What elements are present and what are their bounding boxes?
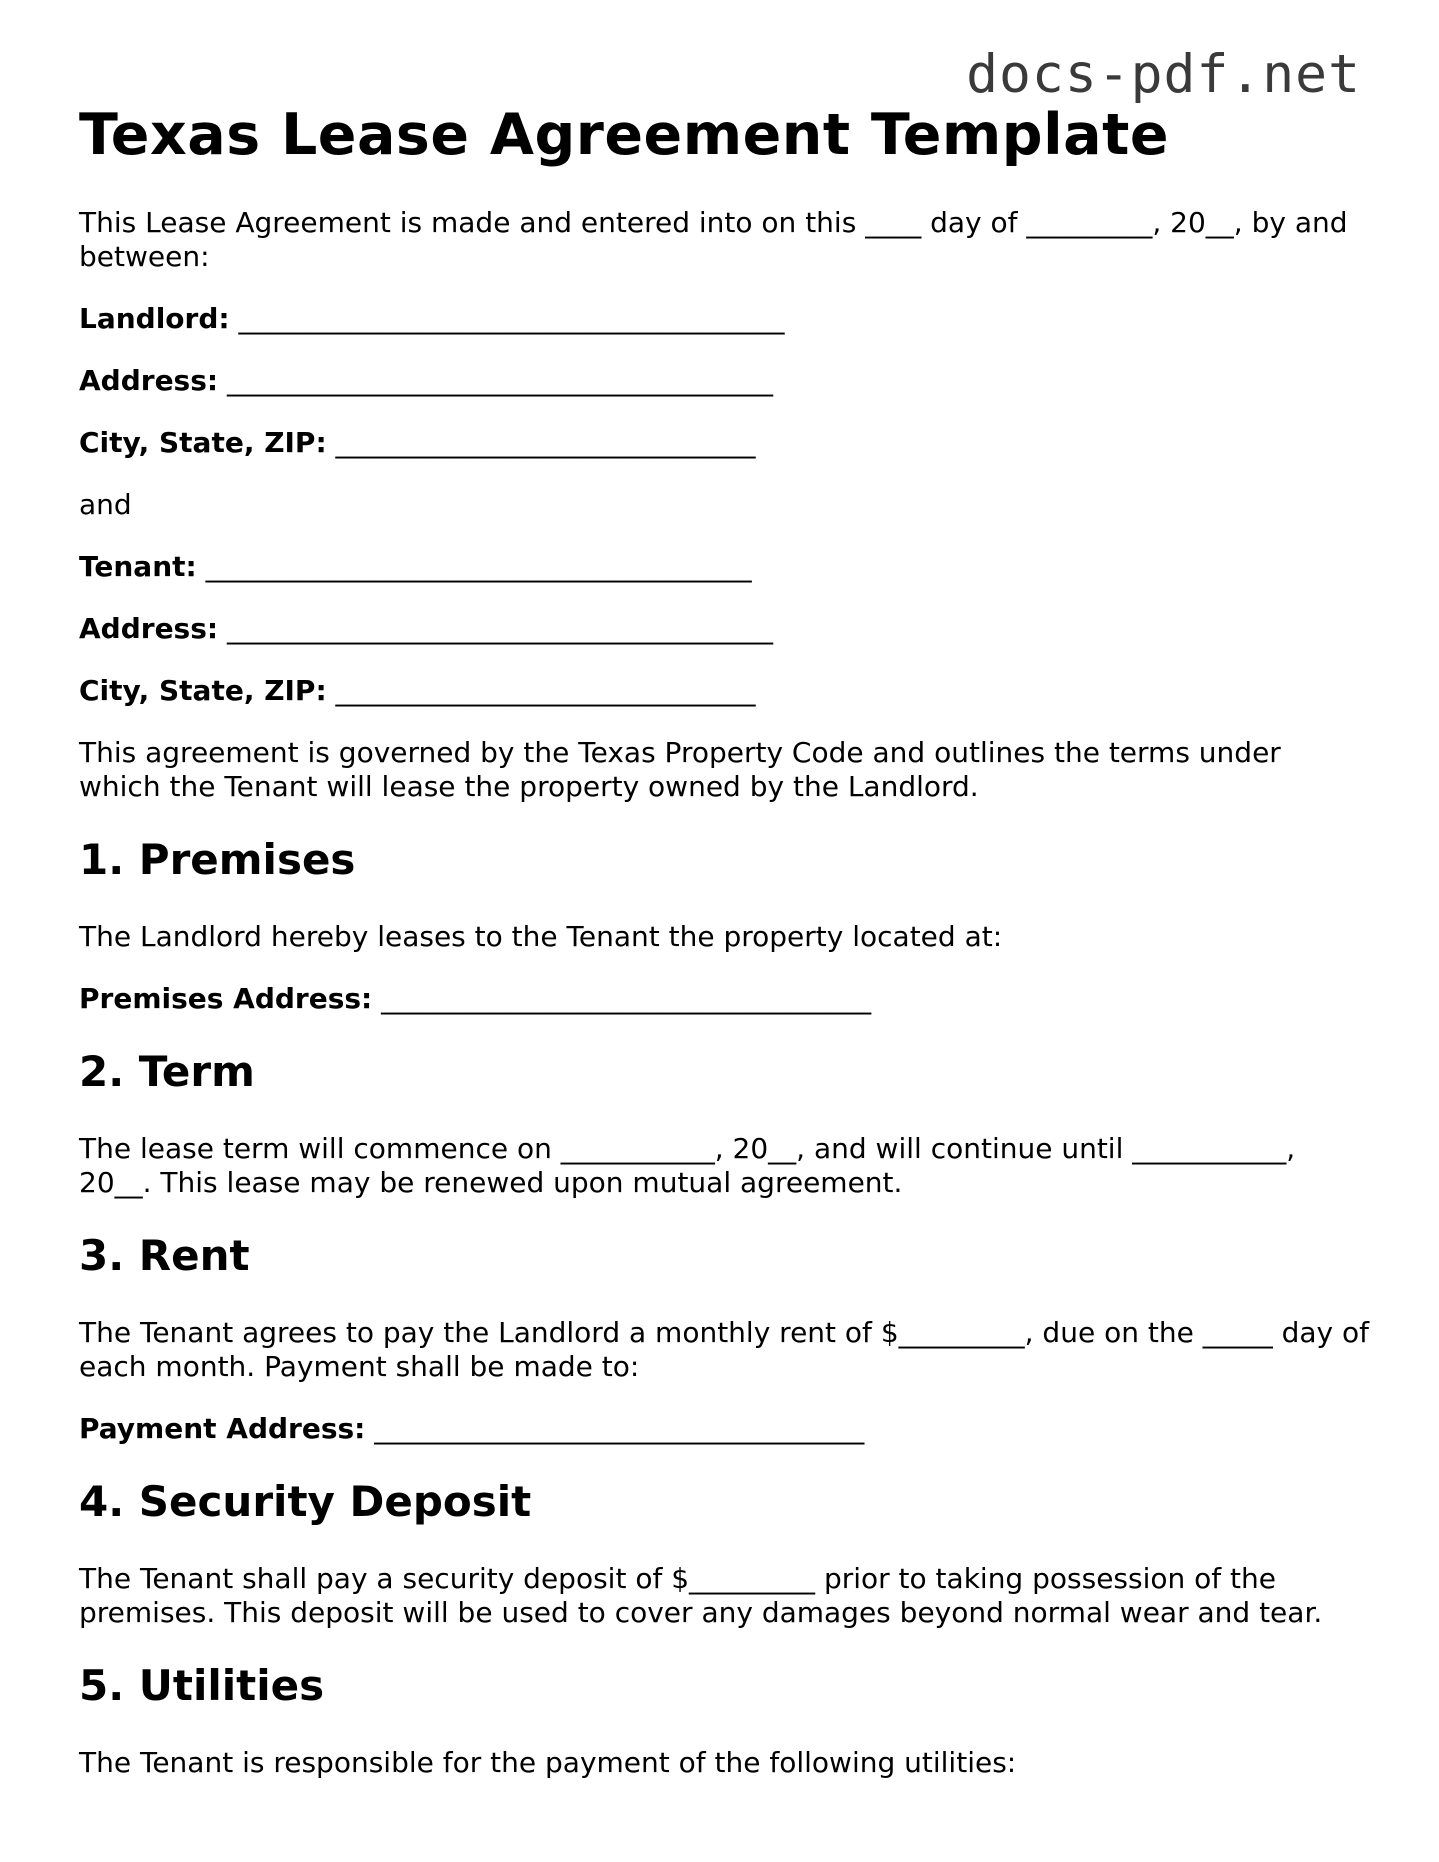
section-premises-heading: 1. Premises [79,835,356,884]
landlord-address-label: Address: [79,364,219,397]
landlord-city-label: City, State, ZIP: [79,426,327,459]
section-term-heading: 2. Term [79,1047,255,1096]
premises-address-field [79,982,1369,1016]
tenant-city-field [79,674,1369,708]
tenant-address-blank: _______________________________________ [218,612,773,645]
landlord-address-blank: _______________________________________ [218,364,773,397]
premises-address-blank: ___________________________________ [372,982,872,1015]
premises-address-label: Premises Address: [79,982,373,1015]
payment-address-field [79,1412,1369,1446]
payment-address-blank: ___________________________________ [365,1412,865,1445]
landlord-name-blank: _______________________________________ [229,302,785,335]
tenant-name-blank: _______________________________________ [196,550,752,583]
tenant-address-field [79,612,1369,646]
payment-address-label: Payment Address: [79,1412,366,1445]
section-rent-heading: 3. Rent [79,1231,250,1280]
section-deposit-text: The Tenant shall pay a security deposit of $_________ prior to taking possession of the premises. This deposit will be used to cover any damages beyond normal wear and tear. [79,1562,1323,1629]
tenant-address-label: Address: [79,612,219,645]
section-utilities-text: The Tenant is responsible for the payment of the following utilities: [79,1746,1017,1779]
section-deposit-heading: 4. Security Deposit [79,1477,532,1526]
intro-paragraph: This Lease Agreement is made and entered into on this ____ day of _________, 20__, by and between: [79,206,1357,273]
section-premises-text: The Landlord hereby leases to the Tenant the property located at: [79,920,1003,953]
watermark: docs-pdf.net [966,44,1361,105]
governing-paragraph: This agreement is governed by the Texas Property Code and outlines the terms under which the Tenant will lease the property owned by the Landlord. [79,736,1290,803]
section-rent-text: The Tenant agrees to pay the Landlord a monthly rent of $_________, due on the _____ day of each month. Payment shall be made to: [79,1316,1378,1383]
tenant-name-label: Tenant: [79,550,197,583]
document-title: Texas Lease Agreement Template [79,102,1169,168]
landlord-name-label: Landlord: [79,302,230,335]
tenant-city-label: City, State, ZIP: [79,674,327,707]
section-utilities-heading: 5. Utilities [79,1661,325,1710]
landlord-name-field [79,302,1369,336]
landlord-city-blank: ______________________________ [326,426,756,459]
and-separator: and [79,488,132,521]
document-body [79,100,1378,1780]
tenant-city-blank: ______________________________ [326,674,756,707]
tenant-name-field [79,550,1369,584]
landlord-city-field [79,426,1369,460]
landlord-address-field [79,364,1369,398]
section-term-text: The lease term will commence on ___________, 20__, and will continue until ___________, 20__. This lease may be renewed upon mutual agreement. [79,1132,1305,1199]
